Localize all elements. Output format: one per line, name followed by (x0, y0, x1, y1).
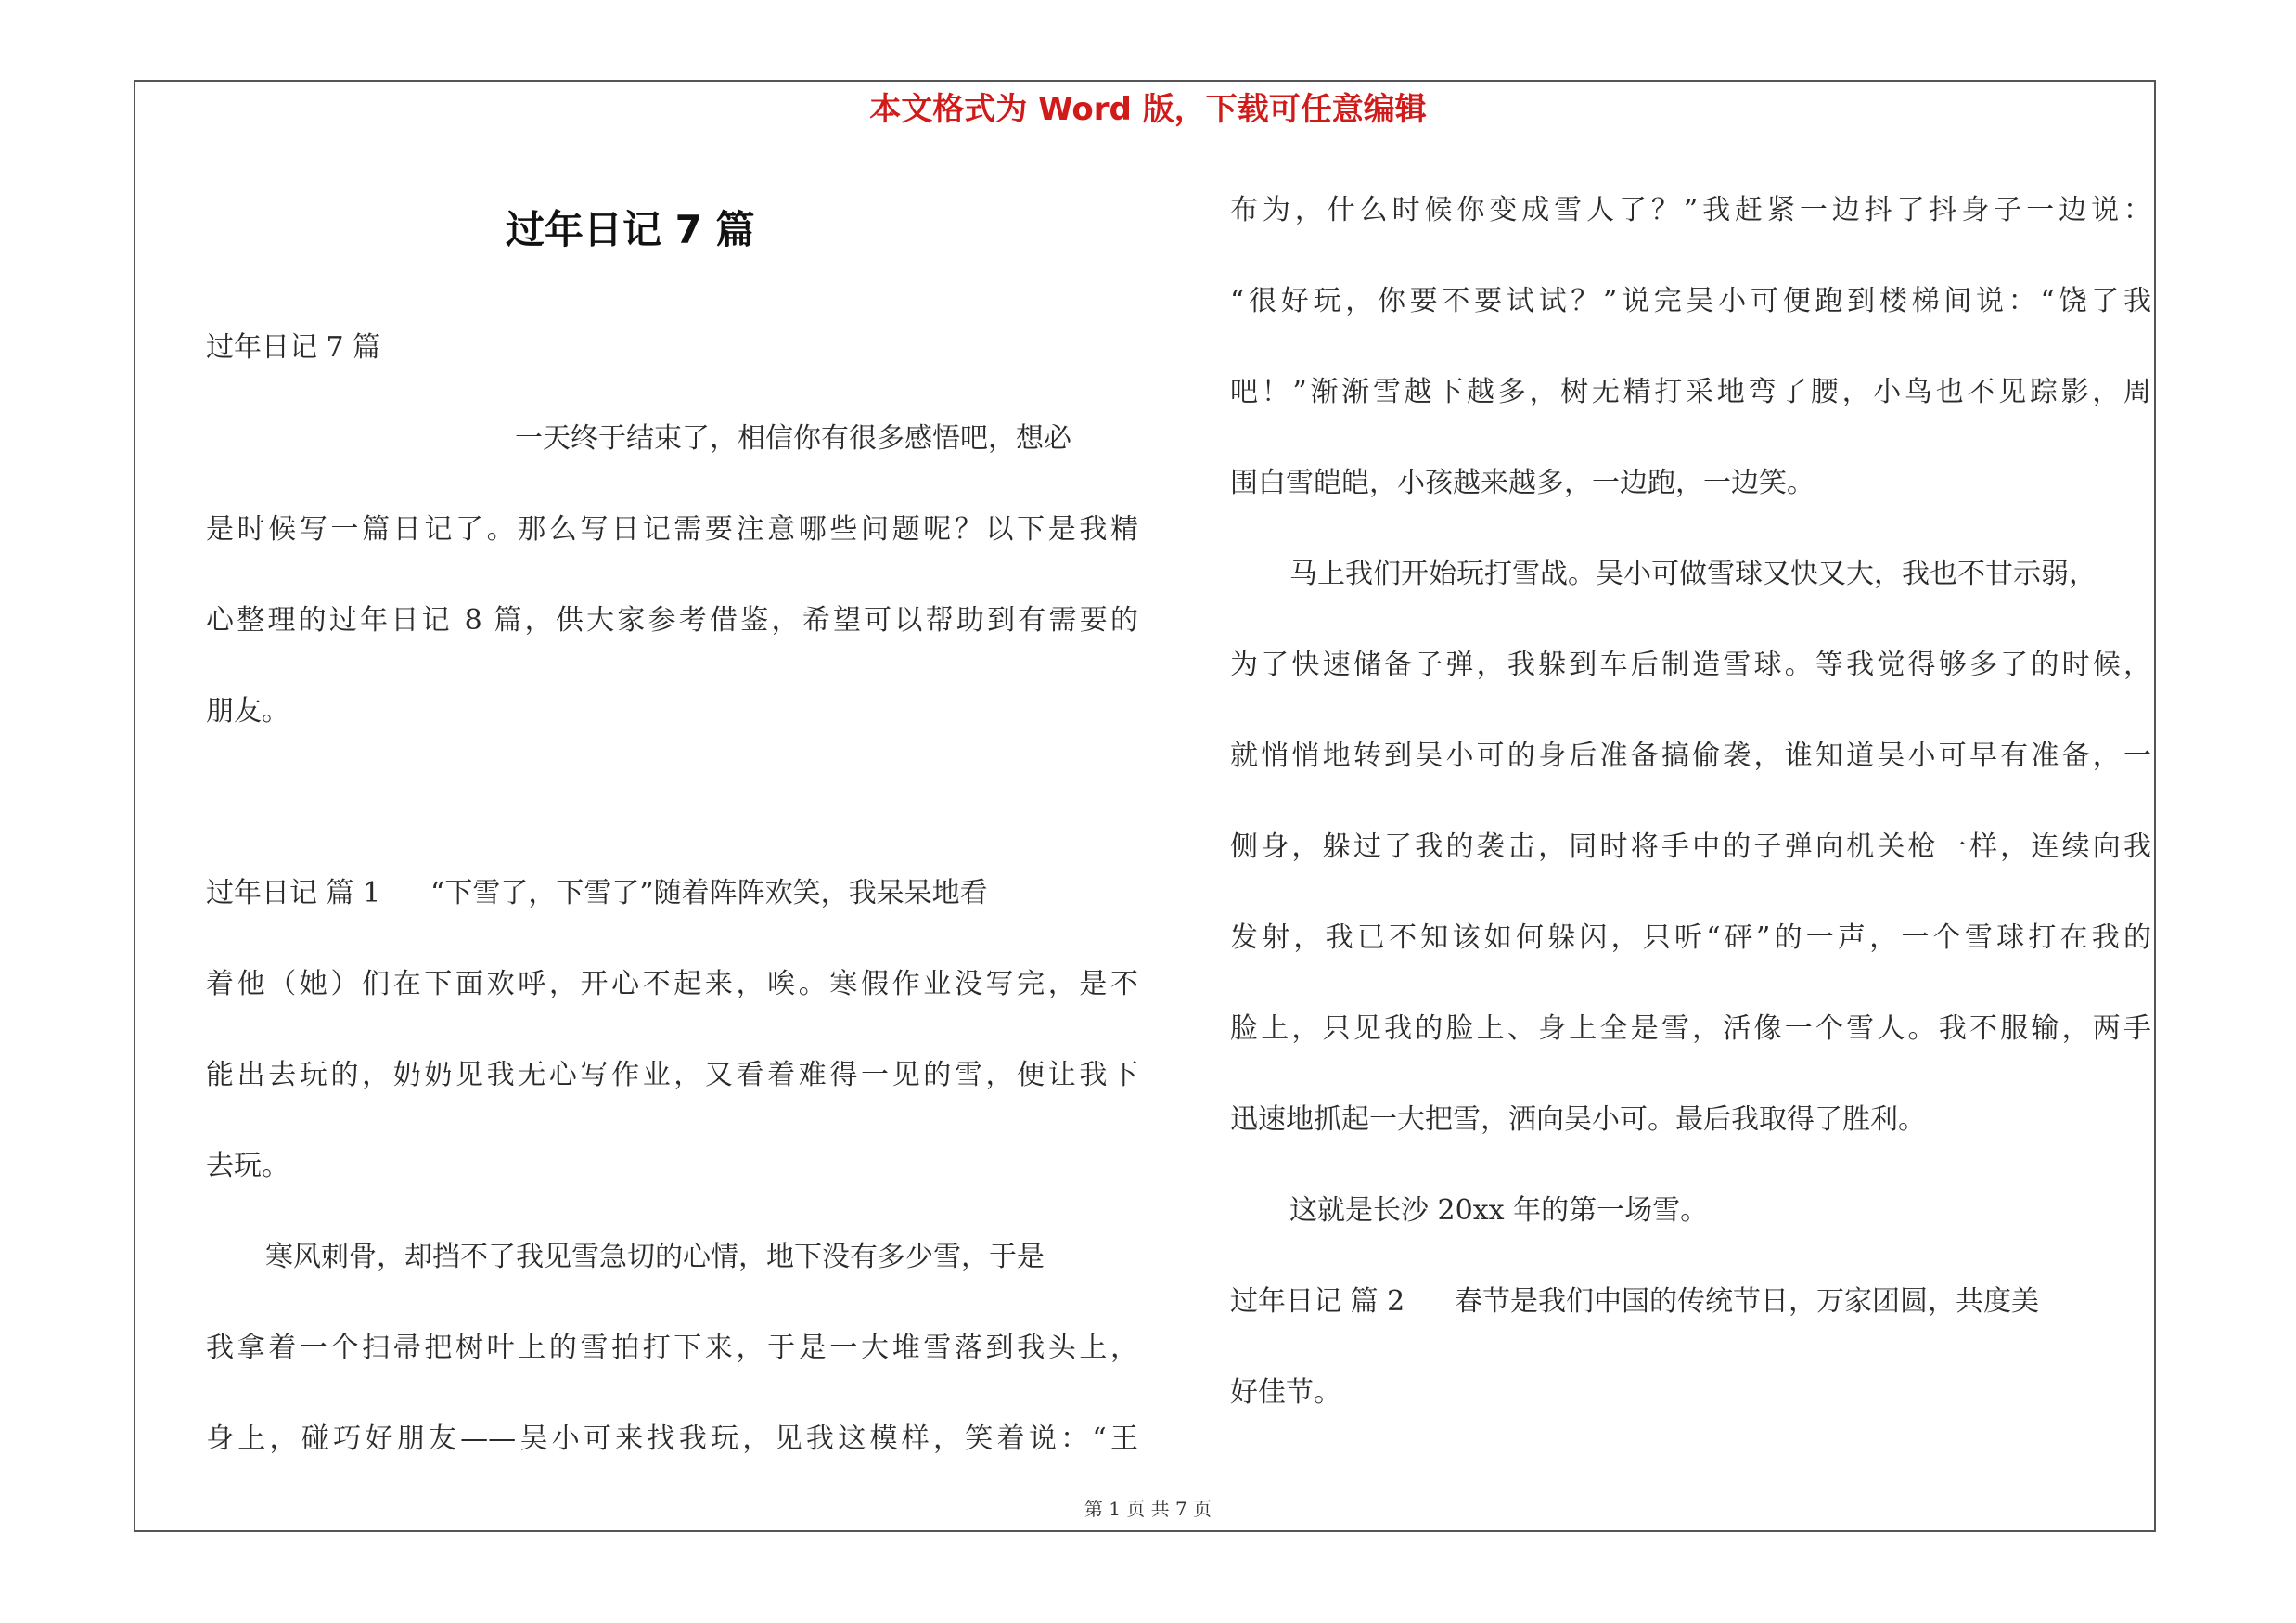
blank-line (206, 757, 1138, 848)
section-heading: 过年日记 篇 2 (1230, 1285, 1405, 1318)
section-2-line: 好佳节。 (1230, 1376, 1341, 1409)
format-notice-banner: 本文格式为 Word 版，下载可任意编辑 (869, 91, 1427, 128)
paragraph-line: 就悄悄地转到吴小可的身后准备搞偷袭，谁知道吴小可早有准备，一 (1230, 740, 2151, 772)
paragraph-line: “很好玩，你要不要试试？”说完吴小可便跑到楼梯间说：“饶了我 (1230, 285, 2151, 317)
intro-line: 一天终于结束了，相信你有很多感悟吧，想必 (515, 422, 1071, 455)
right-column (1230, 165, 2151, 1438)
section-1-line: 着他（她）们在下面欢呼，开心不起来，唉。寒假作业没写完，是不 (206, 968, 1138, 1000)
intro-line: 朋友。 (206, 695, 289, 728)
paragraph-line: 布为，什么时候你变成雪人了？”我赶紧一边抖了抖身子一边说： (1230, 194, 2151, 226)
section-1-first-line (206, 848, 1138, 939)
section-1-line: 去玩。 (206, 1150, 289, 1182)
section-heading: 过年日记 篇 1 (206, 877, 381, 909)
section-text: “下雪了，下雪了”随着阵阵欢笑，我呆呆地看 (430, 877, 988, 909)
paragraph-line: 身上，碰巧好朋友——吴小可来找我玩，见我这模样，笑着说：“王 (206, 1423, 1138, 1455)
paragraph-line: 为了快速储备子弹，我躲到车后制造雪球。等我觉得够多了的时候， (1230, 649, 2151, 681)
paragraph-line: 围白雪皑皑，小孩越来越多，一边跑，一边笑。 (1230, 467, 1815, 499)
paragraph-line: 侧身，躲过了我的袭击，同时将手中的子弹向机关枪一样，连续向我 (1230, 831, 2151, 863)
left-column (206, 303, 1138, 1485)
intro-line: 是时候写一篇日记了。那么写日记需要注意哪些问题呢？以下是我精 (206, 513, 1138, 546)
paragraph-line: 寒风刺骨，却挡不了我见雪急切的心情，地下没有多少雪，于是 (265, 1241, 1045, 1273)
paragraph-line: 脸上，只见我的脸上、身上全是雪，活像一个雪人。我不服输，两手 (1230, 1012, 2151, 1045)
document-title: 过年日记 7 篇 (506, 207, 755, 252)
paragraph-line: 我拿着一个扫帚把树叶上的雪拍打下来，于是一大堆雪落到我头上， (206, 1332, 1138, 1364)
paragraph-line: 发射，我已不知该如何躲闪，只听“砰”的一声，一个雪球打在我的 (1230, 921, 2151, 954)
subtitle: 过年日记 7 篇 (206, 331, 381, 364)
page-footer: 第 1 页 共 7 页 (1084, 1498, 1212, 1520)
section-1-line: 能出去玩的，奶奶见我无心写作业，又看着难得一见的雪，便让我下 (206, 1059, 1138, 1091)
paragraph-line: 这就是长沙 20xx 年的第一场雪。 (1289, 1194, 1709, 1227)
intro-line: 心整理的过年日记 8 篇，供大家参考借鉴，希望可以帮助到有需要的 (206, 604, 1138, 637)
section-text: 春节是我们中国的传统节日，万家团圆，共度美 (1455, 1285, 2039, 1318)
paragraph-line: 马上我们开始玩打雪战。吴小可做雪球又快又大，我也不甘示弱， (1289, 558, 2097, 590)
section-2-first-line (1230, 1256, 2151, 1347)
paragraph-line: 迅速地抓起一大把雪，洒向吴小可。最后我取得了胜利。 (1230, 1103, 1926, 1136)
paragraph-line: 吧！”渐渐雪越下越多，树无精打采地弯了腰，小鸟也不见踪影，周 (1230, 376, 2151, 408)
